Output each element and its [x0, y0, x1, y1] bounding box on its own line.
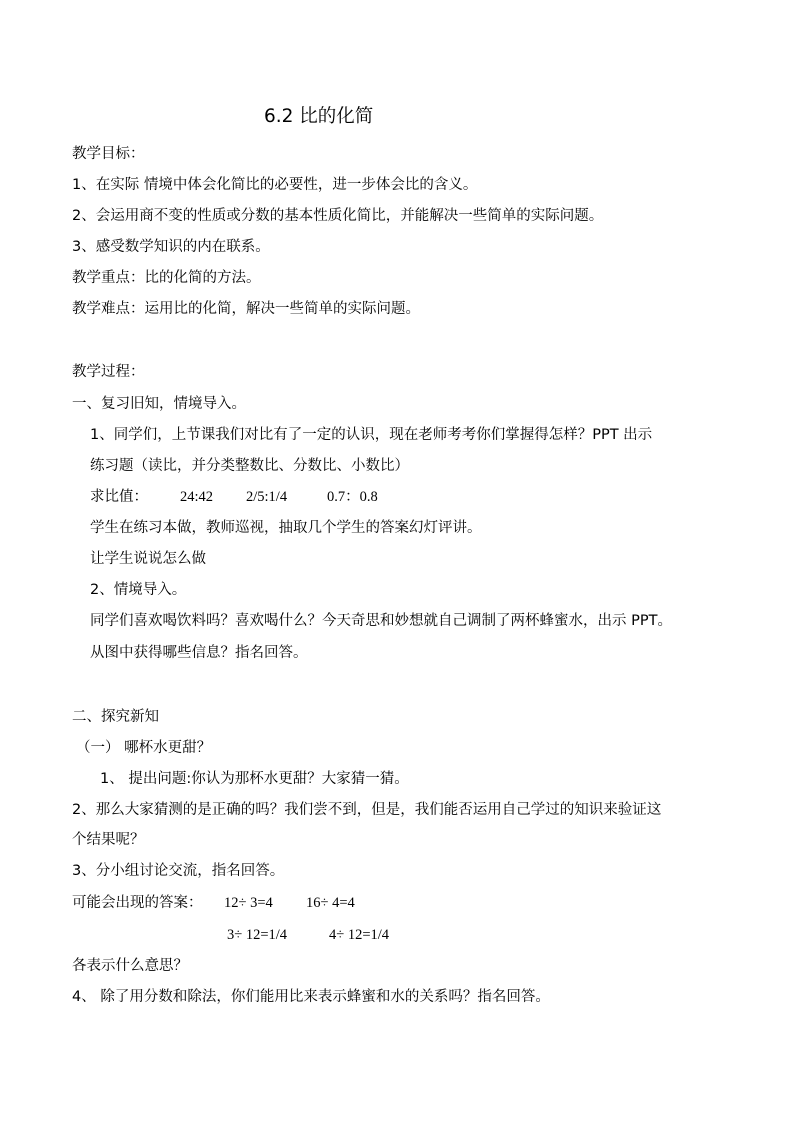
objective-2: 2、会运用商不变的性质或分数的基本性质化简比，并能解决一些简单的实际问题。	[72, 208, 604, 224]
section-1-item-1b: 练习题（读比，并分类整数比、分数比、小数比）	[90, 458, 409, 474]
question-3: 3、分小组讨论交流，指名回答。	[72, 863, 285, 879]
answer-3: 3÷ 12=1/4	[227, 927, 288, 943]
answer-2: 16÷ 4=4	[306, 895, 355, 911]
students-talk: 让学生说说怎么做	[90, 551, 206, 567]
question-2a: 2、那么大家猜测的是正确的吗？我们尝不到，但是，我们能否运用自己学过的知识来验证这	[72, 802, 662, 818]
process-label: 教学过程：	[72, 364, 145, 380]
answer-4: 4÷ 12=1/4	[329, 927, 390, 943]
ratio-label: 求比值：	[90, 489, 148, 505]
objective-3: 3、感受数学知识的内在联系。	[72, 239, 270, 255]
key-point: 教学重点：比的化简的方法。	[72, 270, 261, 286]
section-1-item-2a: 同学们喜欢喝饮料吗？喜欢喝什么？今天奇思和妙想就自己调制了两杯蜂蜜水，出示 PPT。	[90, 613, 672, 629]
question-2b: 个结果呢？	[72, 832, 145, 848]
question-1: 1、 提出问题:你认为那杯水更甜？大家猜一猜。	[100, 771, 409, 787]
objectives-label: 教学目标：	[72, 146, 145, 162]
question-4: 4、 除了用分数和除法，你们能用比来表示蜂蜜和水的关系吗？指名回答。	[72, 989, 550, 1005]
answers-label: 可能会出现的答案：	[72, 895, 203, 911]
section-2-heading: 二、探究新知	[72, 709, 159, 725]
students-practice: 学生在练习本做，教师巡视，抽取几个学生的答案幻灯评讲。	[90, 520, 482, 536]
subsection-1-heading: （一） 哪杯水更甜？	[76, 740, 212, 756]
section-1-item-2b: 从图中获得哪些信息？指名回答。	[90, 645, 308, 661]
objective-1: 1、在实际 情境中体会化简比的必要性，进一步体会比的含义。	[72, 177, 478, 193]
ratio-2: 2/5:1/4	[246, 489, 288, 505]
answer-1: 12÷ 3=4	[224, 895, 273, 911]
section-1-item-1a: 1、同学们，上节课我们对比有了一定的认识，现在老师考考你们掌握得怎样？PPT 出示	[90, 427, 653, 443]
section-1-item-2: 2、情境导入。	[90, 582, 187, 598]
page-title: 6.2 比的化简	[264, 106, 374, 127]
ratio-1: 24:42	[180, 489, 214, 505]
section-1-heading: 一、复习旧知，情境导入。	[72, 396, 246, 412]
difficulty: 教学难点：运用比的化简，解决一些简单的实际问题。	[72, 301, 420, 317]
ratio-3: 0.7：0.8	[327, 489, 378, 505]
meaning-question: 各表示什么意思？	[72, 958, 188, 974]
